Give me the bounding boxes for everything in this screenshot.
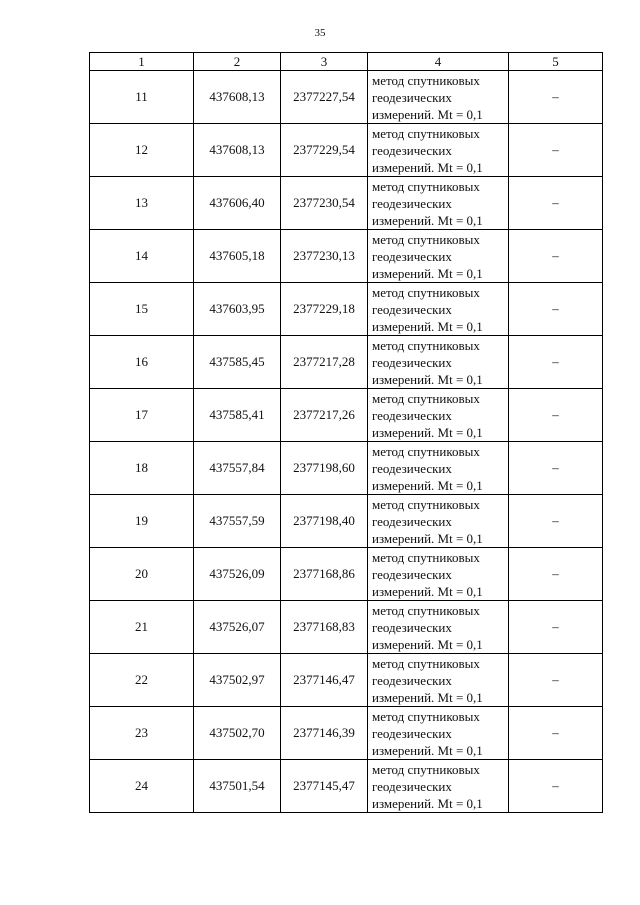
note-cell: – xyxy=(509,601,603,654)
method-cell xyxy=(368,495,509,548)
method-line: геодезических xyxy=(372,778,452,794)
table-row xyxy=(90,71,603,124)
method-line: метод спутниковых xyxy=(372,125,480,141)
note-cell: – xyxy=(509,177,603,230)
note-cell: – xyxy=(509,230,603,283)
note-cell: – xyxy=(509,442,603,495)
method-line: метод спутниковых xyxy=(372,337,480,353)
note-cell: – xyxy=(509,495,603,548)
point-number-cell: 23 xyxy=(90,707,194,760)
note-cell: – xyxy=(509,389,603,442)
point-number-cell: 18 xyxy=(90,442,194,495)
method-line: измерений. Mt = 0,1 xyxy=(372,477,483,493)
table-row xyxy=(90,283,603,336)
x-coordinate-cell: 437608,13 xyxy=(194,71,281,124)
method-line: метод спутниковых xyxy=(372,655,480,671)
point-number-cell: 24 xyxy=(90,760,194,813)
x-coordinate-cell: 437557,59 xyxy=(194,495,281,548)
method-line: метод спутниковых xyxy=(372,284,480,300)
method-line: геодезических xyxy=(372,89,452,105)
table-body xyxy=(90,71,603,813)
method-line: метод спутниковых xyxy=(372,178,480,194)
x-coordinate-cell: 437585,45 xyxy=(194,336,281,389)
y-coordinate-cell: 2377230,13 xyxy=(281,230,368,283)
method-line: метод спутниковых xyxy=(372,761,480,777)
method-line: геодезических xyxy=(372,672,452,688)
y-coordinate-cell: 2377146,39 xyxy=(281,707,368,760)
point-number-cell: 16 xyxy=(90,336,194,389)
table-row xyxy=(90,760,603,813)
point-number-cell: 17 xyxy=(90,389,194,442)
page-number: 35 xyxy=(314,27,326,39)
x-coordinate-cell: 437605,18 xyxy=(194,230,281,283)
y-coordinate-cell: 2377230,54 xyxy=(281,177,368,230)
method-line: измерений. Mt = 0,1 xyxy=(372,424,483,440)
table-row xyxy=(90,230,603,283)
x-coordinate-cell: 437603,95 xyxy=(194,283,281,336)
method-line: метод спутниковых xyxy=(372,602,480,618)
method-cell xyxy=(368,177,509,230)
method-cell xyxy=(368,124,509,177)
method-line: измерений. Mt = 0,1 xyxy=(372,159,483,175)
method-line: геодезических xyxy=(372,354,452,370)
method-cell xyxy=(368,442,509,495)
note-cell: – xyxy=(509,760,603,813)
method-line: метод спутниковых xyxy=(372,549,480,565)
point-number-cell: 15 xyxy=(90,283,194,336)
y-coordinate-cell: 2377198,60 xyxy=(281,442,368,495)
x-coordinate-cell: 437502,70 xyxy=(194,707,281,760)
x-coordinate-cell: 437526,07 xyxy=(194,601,281,654)
y-coordinate-cell: 2377198,40 xyxy=(281,495,368,548)
y-coordinate-cell: 2377168,86 xyxy=(281,548,368,601)
y-coordinate-cell: 2377227,54 xyxy=(281,71,368,124)
method-line: геодезических xyxy=(372,566,452,582)
column-header-4: 4 xyxy=(368,53,509,71)
method-line: измерений. Mt = 0,1 xyxy=(372,212,483,228)
method-line: измерений. Mt = 0,1 xyxy=(372,583,483,599)
method-cell xyxy=(368,707,509,760)
column-header-1: 1 xyxy=(90,53,194,71)
method-line: измерений. Mt = 0,1 xyxy=(372,795,483,811)
method-line: метод спутниковых xyxy=(372,72,480,88)
x-coordinate-cell: 437557,84 xyxy=(194,442,281,495)
point-number-cell: 22 xyxy=(90,654,194,707)
note-cell: – xyxy=(509,548,603,601)
y-coordinate-cell: 2377217,26 xyxy=(281,389,368,442)
method-line: измерений. Mt = 0,1 xyxy=(372,636,483,652)
method-line: геодезических xyxy=(372,195,452,211)
y-coordinate-cell: 2377168,83 xyxy=(281,601,368,654)
method-line: метод спутниковых xyxy=(372,231,480,247)
method-line: метод спутниковых xyxy=(372,708,480,724)
method-cell xyxy=(368,601,509,654)
method-line: измерений. Mt = 0,1 xyxy=(372,689,483,705)
coordinates-table xyxy=(89,52,603,813)
method-line: измерений. Mt = 0,1 xyxy=(372,106,483,122)
table-row xyxy=(90,548,603,601)
column-header-3: 3 xyxy=(281,53,368,71)
method-line: измерений. Mt = 0,1 xyxy=(372,318,483,334)
y-coordinate-cell: 2377217,28 xyxy=(281,336,368,389)
method-line: метод спутниковых xyxy=(372,390,480,406)
method-line: метод спутниковых xyxy=(372,496,480,512)
method-line: измерений. Mt = 0,1 xyxy=(372,265,483,281)
method-line: геодезических xyxy=(372,142,452,158)
table-row xyxy=(90,389,603,442)
y-coordinate-cell: 2377229,18 xyxy=(281,283,368,336)
x-coordinate-cell: 437502,97 xyxy=(194,654,281,707)
column-header-5: 5 xyxy=(509,53,603,71)
x-coordinate-cell: 437501,54 xyxy=(194,760,281,813)
method-cell xyxy=(368,283,509,336)
method-line: геодезических xyxy=(372,513,452,529)
method-cell xyxy=(368,548,509,601)
method-line: геодезических xyxy=(372,460,452,476)
method-cell xyxy=(368,336,509,389)
method-line: измерений. Mt = 0,1 xyxy=(372,371,483,387)
table-row xyxy=(90,601,603,654)
method-line: геодезических xyxy=(372,301,452,317)
note-cell: – xyxy=(509,707,603,760)
table-row xyxy=(90,707,603,760)
table-row xyxy=(90,495,603,548)
point-number-cell: 12 xyxy=(90,124,194,177)
method-cell xyxy=(368,760,509,813)
note-cell: – xyxy=(509,71,603,124)
method-line: геодезических xyxy=(372,407,452,423)
y-coordinate-cell: 2377146,47 xyxy=(281,654,368,707)
method-line: измерений. Mt = 0,1 xyxy=(372,742,483,758)
method-line: геодезических xyxy=(372,248,452,264)
method-line: геодезических xyxy=(372,619,452,635)
column-header-2: 2 xyxy=(194,53,281,71)
x-coordinate-cell: 437606,40 xyxy=(194,177,281,230)
table-header-row xyxy=(90,53,603,71)
point-number-cell: 14 xyxy=(90,230,194,283)
note-cell: – xyxy=(509,124,603,177)
method-line: метод спутниковых xyxy=(372,443,480,459)
point-number-cell: 20 xyxy=(90,548,194,601)
x-coordinate-cell: 437585,41 xyxy=(194,389,281,442)
method-line: измерений. Mt = 0,1 xyxy=(372,530,483,546)
point-number-cell: 21 xyxy=(90,601,194,654)
y-coordinate-cell: 2377145,47 xyxy=(281,760,368,813)
x-coordinate-cell: 437608,13 xyxy=(194,124,281,177)
point-number-cell: 19 xyxy=(90,495,194,548)
table-row xyxy=(90,336,603,389)
note-cell: – xyxy=(509,336,603,389)
method-cell xyxy=(368,389,509,442)
method-cell xyxy=(368,71,509,124)
table-row xyxy=(90,124,603,177)
table-row xyxy=(90,177,603,230)
table-row xyxy=(90,442,603,495)
note-cell: – xyxy=(509,283,603,336)
y-coordinate-cell: 2377229,54 xyxy=(281,124,368,177)
note-cell: – xyxy=(509,654,603,707)
method-cell xyxy=(368,654,509,707)
point-number-cell: 11 xyxy=(90,71,194,124)
x-coordinate-cell: 437526,09 xyxy=(194,548,281,601)
method-line: геодезических xyxy=(372,725,452,741)
method-cell xyxy=(368,230,509,283)
point-number-cell: 13 xyxy=(90,177,194,230)
table-row xyxy=(90,654,603,707)
